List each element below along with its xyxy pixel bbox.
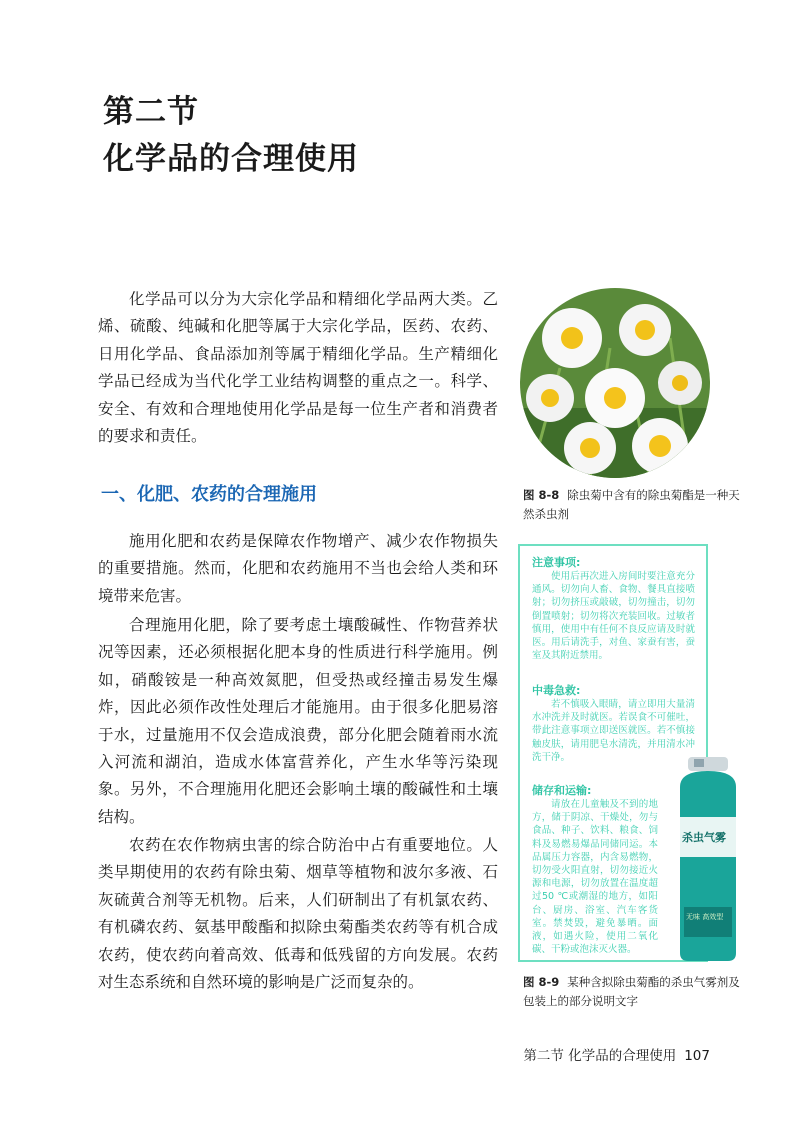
page-number: 107 [684, 1048, 710, 1064]
figure-8-8-caption [523, 486, 743, 524]
first-aid-title: 中毒急救: [532, 684, 581, 697]
body-paragraph-1: 施用化肥和农药是保障农作物增产、减少农作物损失的重要措施。然而，化肥和农药施用不当也会给人类和环境带来危害。 [98, 532, 498, 605]
body-paragraph-2: 合理施用化肥，除了要考虑土壤酸碱性、作物营养状况等因素，还必须根据化肥本身的性质进行科学施用。例如，硝酸铵是一种高效氮肥，但受热或经撞击易发生爆炸，因此必须作改性处理后才能施用。由于很多化肥易溶于水，过量施用不仅会造成浪费，部分化肥会随着雨水流入河流和湖泊，造成水体富营养化，产生水华等污染现象。另外，不合理施用化肥还会影响土壤的酸碱性和土壤结构。 [98, 616, 498, 826]
section-heading: 一、化肥、农药的合理施用 [101, 484, 317, 505]
first-aid-text: 若不慎吸入眼睛，请立即用大量清水冲洗并及时就医。若误食不可催吐，带此注意事项立即送医就医。若不慎接触皮肤，请用肥皂水清洗，并用清水冲洗干净。 [532, 699, 695, 763]
figure-number: 图 8-8 [523, 488, 560, 502]
page-title: 化学品的合理使用 [103, 141, 359, 177]
chrysanthemum-photo [520, 288, 710, 478]
can-brand-text: 杀虫气雾 [682, 831, 726, 844]
storage-text: 请放在儿童触及不到的地方，储于阴凉、干燥处，勿与食品、种子、饮料、粮食、饲料及易燃易爆品同储同运。本品属压力容器，内含易燃物，切勿受火阳直射，切勿接近火源和电源，切勿放置在温度超过50 ℃或潮湿的地方，如阳台、厨房、浴室、汽车客货室。禁焚毁，避免暴晒。面液，如遇火险，使用二氧化碳、干粉或泡沫灭火器。 [532, 799, 658, 956]
caution-title: 注意事项: [532, 556, 581, 569]
body-paragraph-3: 农药在农作物病虫害的综合防治中占有重要地位。人类早期使用的农药有除虫菊、烟草等植物和波尔多液、石灰硫黄合剂等无机物。后来，人们研制出了有机氯农药、有机磷农药、氨基甲酸酯和拟除虫菊酯类农药等有机合成农药，使农药向着高效、低毒和低残留的方向发展。农药对生态系统和自然环境的影响是广泛而复杂的。 [98, 836, 498, 992]
footer-section: 第二节 化学品的合理使用 [523, 1048, 677, 1064]
figure-number: 图 8-9 [523, 975, 560, 989]
caution-text: 使用后再次进入房间时要注意充分通风。切勿向人畜、食物、餐具直接喷射；切勿挤压或敲破，切勿撞击，切勿倒置喷射；切勿将次充装回收。过敏者慎用，使用中有任何不良反应请及时就医。用后请洗手，对鱼、家蚕有害，蚕室及其附近禁用。 [532, 571, 695, 662]
figure-caption-text: 除虫菊中含有的除虫菊酯是一种天然杀虫剂 [523, 488, 740, 521]
figure-caption-text: 某种含拟除虫菊酯的杀虫气雾剂及包装上的部分说明文字 [523, 975, 740, 1008]
storage-title: 储存和运输: [532, 784, 592, 797]
aerosol-can-image [666, 757, 750, 962]
figure-8-9-caption [523, 973, 743, 1011]
intro-paragraph: 化学品可以分为大宗化学品和精细化学品两大类。乙烯、硫酸、纯碱和化肥等属于大宗化学品，医药、农药、日用化学品、食品添加剂等属于精细化学品。生产精细化学品已经成为当代化学工业结构调整的重点之一。科学、安全、有效和合理地使用化学品是每一位生产者和消费者的要求和责任。 [98, 290, 498, 446]
section-number: 第二节 [103, 94, 199, 130]
page-footer [523, 1044, 710, 1064]
can-sub-text: 无味 高效型 [686, 913, 724, 921]
